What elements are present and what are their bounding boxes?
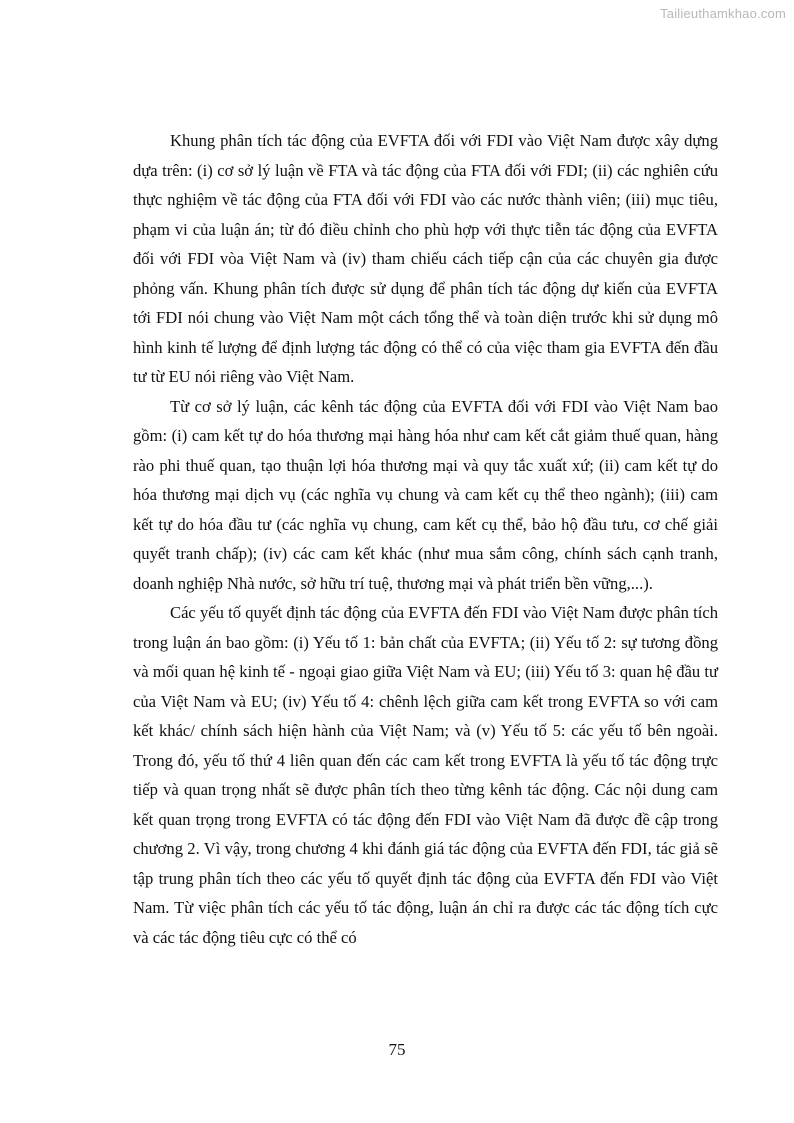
document-body [133, 126, 718, 952]
paragraph-3: Các yếu tố quyết định tác động của EVFTA đến FDI vào Việt Nam được phân tích trong luận án bao gồm: (i) Yếu tố 1: bản chất của EVFTA; (ii) Yếu tố 2: sự tương đồng và mối quan hệ kinh tế - ngoại giao giữa Việt Nam và EU; (iii) Yếu tố 3: quan hệ đầu tư của Việt Nam và EU; (iv) Yếu tố 4: chênh lệch giữa cam kết trong EVFTA so với cam kết khác/ chính sách hiện hành của Việt Nam; và (v) Yếu tố 5: các yếu tố bên ngoài. Trong đó, yếu tố thứ 4 liên quan đến các cam kết trong EVFTA là yếu tố tác động trực tiếp và quan trọng nhất sẽ được phân tích theo từng kênh tác động. Các nội dung cam kết quan trọng trong EVFTA có tác động đến FDI vào Việt Nam đã được đề cập trong chương 2. Vì vậy, trong chương 4 khi đánh giá tác động của EVFTA đến FDI, tác giả sẽ tập trung phân tích theo các yếu tố quyết định tác động của EVFTA đến FDI vào Việt Nam. Từ việc phân tích các yếu tố tác động, luận án chỉ ra được các tác động tích cực và các tác động tiêu cực có thể có [133, 603, 718, 947]
watermark: Tailieuthamkhao.com [660, 6, 786, 21]
paragraph-1: Khung phân tích tác động của EVFTA đối với FDI vào Việt Nam được xây dựng dựa trên: (i) cơ sở lý luận về FTA và tác động của FTA đối với FDI; (ii) các nghiên cứu thực nghiệm về tác động của FTA đối với FDI vào các nước thành viên; (iii) mục tiêu, phạm vi của luận án; từ đó điều chỉnh cho phù hợp với thực tiễn tác động của EVFTA đối với FDI vòa Việt Nam và (iv) tham chiếu cách tiếp cận của các chuyên gia được phỏng vấn. Khung phân tích được sử dụng để phân tích tác động dự kiến của EVFTA tới FDI nói chung vào Việt Nam một cách tổng thể và toàn diện trước khi sử dụng mô hình kinh tế lượng để định lượng tác động có thể có của việc tham gia EVFTA đến đầu tư từ EU nói riêng vào Việt Nam. [133, 131, 718, 386]
paragraph-2: Từ cơ sở lý luận, các kênh tác động của EVFTA đối với FDI vào Việt Nam bao gồm: (i) cam kết tự do hóa thương mại hàng hóa như cam kết cắt giảm thuế quan, hàng rào phi thuế quan, tạo thuận lợi hóa thương mại và quy tắc xuất xứ; (ii) cam kết tự do hóa thương mại dịch vụ (các nghĩa vụ chung và cam kết cụ thể theo ngành); (iii) cam kết tự do hóa đầu tư (các nghĩa vụ chung, cam kết cụ thể, bảo hộ đầu tưu, cơ chế giải quyết tranh chấp); (iv) các cam kết khác (như mua sắm công, chính sách cạnh tranh, doanh nghiệp Nhà nước, sở hữu trí tuệ, thương mại và phát triển bền vững,...). [133, 396, 718, 593]
page-number: 75 [388, 1040, 406, 1059]
